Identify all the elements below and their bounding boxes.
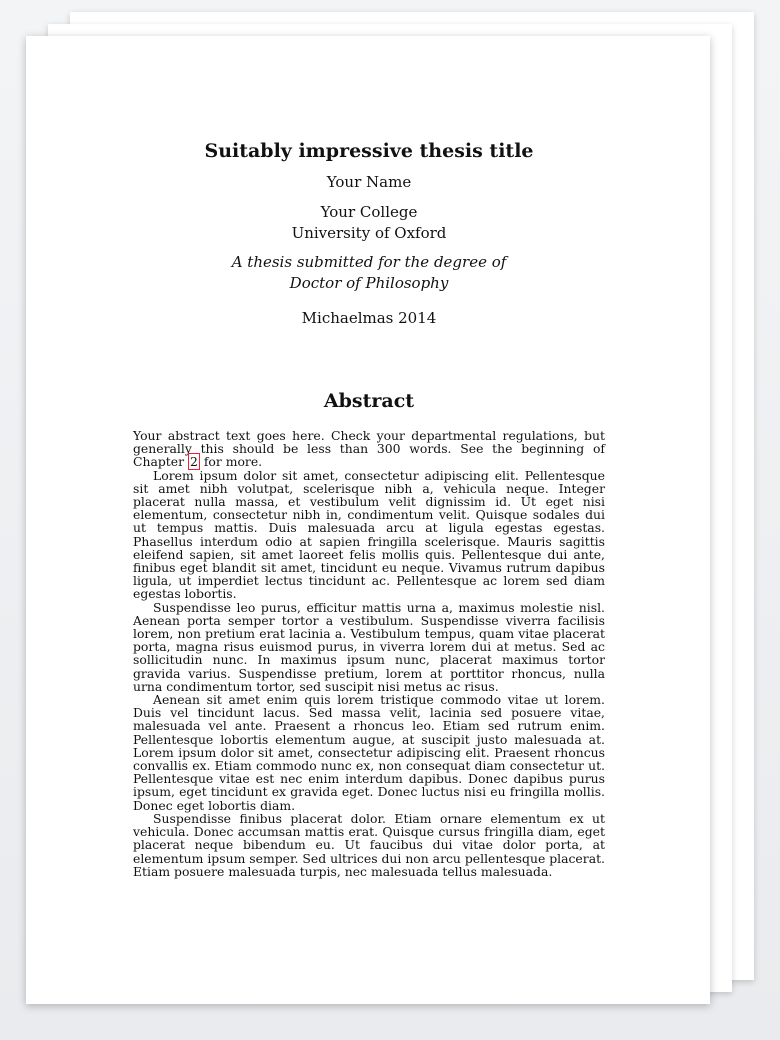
abstract-paragraph: Suspendisse leo purus, efficitur mattis urna a, maximus molestie nisl. Aenean porta semper tortor a vestibulum. Suspendisse viverra facilisis lorem, non pretium erat lacinia a. Vestibulum tempus, quam vitae placerat porta, magna risus euismod purus, in viverra lorem dui at metus. Sed ac sollicitudin nunc. In maximus ipsum nunc, placerat maximus tortor gravida varius. Suspendisse pretium, lorem at porttitor rhoncus, nulla urna condimentum tortor, sed suscipit nisi metus ac risus. — [133, 599, 605, 694]
document-page — [26, 36, 710, 1004]
abstract-intro-text: Your abstract text goes here. Check your departmental regulations, but generally this should be less than 300 words. See the beginning of Chapter — [133, 428, 605, 470]
abstract-intro-end: for more. — [203, 454, 263, 470]
college-name: Your College — [320, 203, 418, 221]
abstract-paragraph: Suspendisse finibus placerat dolor. Etiam ornare elementum ex ut vehicula. Donec accumsan mattis erat. Quisque cursus fringilla diam, eget placerat neque bibendum eu. Ut faucibus dui vitae dolor porta, at elementum ipsum semper. Sed ultrices dui non arcu pellentesque placerat. Etiam posuere malesuada turpis, nec malesuada tellus malesuada. — [133, 810, 605, 879]
university-name: University of Oxford — [291, 224, 447, 242]
degree-line-2: Doctor of Philosophy — [289, 274, 449, 292]
abstract-body — [133, 429, 605, 878]
degree-line-1: A thesis submitted for the degree of — [231, 253, 507, 271]
chapter-reference-link[interactable]: 2 — [189, 454, 198, 470]
abstract-intro — [133, 429, 605, 469]
college-block — [133, 202, 605, 244]
title-page-content — [133, 139, 605, 878]
abstract-heading: Abstract — [323, 390, 415, 412]
submission-term: Michaelmas 2014 — [301, 309, 437, 327]
degree-statement — [133, 252, 605, 294]
author-name: Your Name — [326, 173, 412, 191]
thesis-title: Suitably impressive thesis title — [204, 140, 534, 162]
abstract-paragraph: Lorem ipsum dolor sit amet, consectetur adipiscing elit. Pellentesque sit amet nibh volutpat, scelerisque nibh a, vehicula neque. Integer placerat nulla massa, et vestibulum velit dignissim id. Ut eget nisi elementum, consectetur nibh in, condimentum velit. Quisque sodales dui ut tempus mattis. Duis malesuada arcu at ligula egestas egestas. Phasellus interdum odio at sapien fringilla scelerisque. Mauris sagittis eleifend sapien, sit amet laoreet felis mollis quis. Pellentesque dui ante, finibus eget blandit sit amet, tincidunt eu neque. Vivamus rutrum dapibus ligula, ut imperdiet lectus tincidunt ac. Pellentesque ac lorem sed diam egestas lobortis. — [133, 467, 605, 602]
abstract-paragraph: Aenean sit amet enim quis lorem tristique commodo vitae ut lorem. Duis vel tincidunt lacus. Sed massa velit, lacinia sed posuere vitae, malesuada vel ante. Praesent a rhoncus leo. Etiam sed rutrum enim. Pellentesque lobortis elementum augue, at suscipit justo malesuada at. Lorem ipsum dolor sit amet, consectetur adipiscing elit. Praesent rhoncus convallis ex. Etiam commodo nunc ex, non consequat diam consectetur ut. Pellentesque vitae est nec enim interdum dapibus. Donec dapibus purus ipsum, eget tincidunt ex gravida eget. Donec luctus nisi eu fringilla mollis. Donec eget lobortis diam. — [133, 692, 605, 813]
